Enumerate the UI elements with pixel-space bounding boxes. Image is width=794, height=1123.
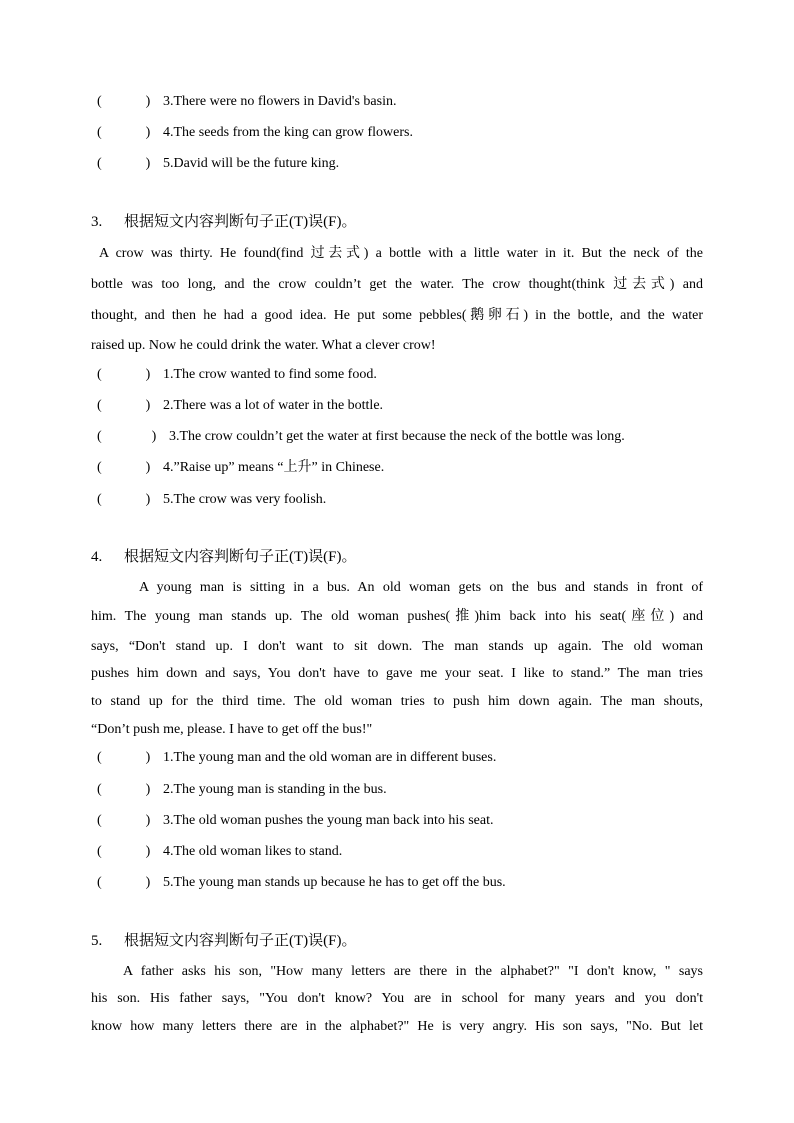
question-text: 5.David will be the future king.	[163, 156, 340, 171]
question-text: 4.The old woman likes to stand.	[163, 844, 343, 859]
section-title: 根据短文内容判断句子正(T)误(F)。	[124, 549, 357, 565]
answer-blank[interactable]: ( )	[97, 367, 151, 382]
question-s2-3	[97, 93, 396, 111]
passage-line: says, “Don't stand up. I don't want to sit down. The man stands up again. The old woman	[91, 639, 703, 654]
question-s3-5	[97, 491, 326, 509]
question-s4-3	[97, 812, 494, 830]
question-s2-4	[97, 124, 413, 142]
question-text: 2.The young man is standing in the bus.	[163, 782, 387, 797]
section-title: 根据短文内容判断句子正(T)误(F)。	[124, 214, 357, 230]
question-text: 5.The crow was very foolish.	[163, 492, 327, 507]
passage-line: bottle was too long, and the crow couldn’t get the water. The crow thought(think 过去式) and	[91, 277, 703, 292]
question-text: 4.The seeds from the king can grow flowers.	[163, 125, 413, 140]
answer-blank[interactable]: ( )	[97, 429, 157, 444]
passage-line: A young man is sitting in a bus. An old woman gets on the bus and stands in front of	[139, 580, 703, 595]
section-title: 根据短文内容判断句子正(T)误(F)。	[124, 933, 357, 949]
answer-blank[interactable]: ( )	[97, 94, 151, 109]
section-4-heading	[91, 547, 357, 567]
answer-blank[interactable]: ( )	[97, 813, 151, 828]
answer-blank[interactable]: ( )	[97, 460, 151, 475]
answer-blank[interactable]: ( )	[97, 875, 151, 890]
question-s4-5	[97, 874, 506, 892]
answer-blank[interactable]: ( )	[97, 782, 151, 797]
question-text: 1.The young man and the old woman are in different buses.	[163, 750, 497, 765]
passage-line: pushes him down and says, You don't have to gave me your seat. I like to stand.” The man tries	[91, 666, 703, 681]
question-s4-2	[97, 781, 387, 799]
answer-blank[interactable]: ( )	[97, 125, 151, 140]
passage-line: him. The young man stands up. The old woman pushes(推)him back into his seat(座位) and	[91, 609, 703, 624]
question-text: 3.There were no flowers in David's basin.	[163, 94, 397, 109]
question-s3-1	[97, 366, 377, 384]
section-number: 4.	[91, 549, 103, 565]
question-text: 1.The crow wanted to find some food.	[163, 367, 377, 382]
question-text: 4.”Raise up” means “上升” in Chinese.	[163, 460, 385, 475]
section-5-heading	[91, 931, 357, 951]
answer-blank[interactable]: ( )	[97, 750, 151, 765]
question-s4-4	[97, 843, 342, 861]
section-number: 5.	[91, 933, 103, 949]
question-s4-1	[97, 749, 496, 767]
question-s3-4	[97, 459, 384, 477]
answer-blank[interactable]: ( )	[97, 156, 151, 171]
answer-blank[interactable]: ( )	[97, 492, 151, 507]
passage-line: “Don’t push me, please. I have to get off the bus!"	[91, 722, 373, 737]
question-text: 3.The old woman pushes the young man back into his seat.	[163, 813, 494, 828]
passage-line: know how many letters there are in the alphabet?" He is very angry. His son says, "No. But let	[91, 1019, 703, 1034]
passage-line: his son. His father says, "You don't know? You are in school for many years and you don't	[91, 991, 703, 1006]
question-text: 5.The young man stands up because he has to get off the bus.	[163, 875, 506, 890]
question-s2-5	[97, 155, 339, 173]
section-3-heading	[91, 212, 357, 232]
question-text: 3.The crow couldn’t get the water at first because the neck of the bottle was long.	[169, 429, 625, 444]
question-s3-2	[97, 397, 383, 415]
passage-line: thought, and then he had a good idea. He put some pebbles(鹅卵石) in the bottle, and the water	[91, 308, 703, 323]
passage-line: A crow was thirty. He found(find 过去式) a bottle with a little water in it. But the neck of the	[99, 246, 703, 261]
passage-line: to stand up for the third time. The old woman tries to push him down again. The man shouts,	[91, 694, 703, 709]
passage-line: A father asks his son, "How many letters are there in the alphabet?" "I don't know, " says	[123, 964, 703, 979]
question-s3-3	[97, 428, 625, 446]
answer-blank[interactable]: ( )	[97, 398, 151, 413]
question-text: 2.There was a lot of water in the bottle.	[163, 398, 384, 413]
section-number: 3.	[91, 214, 103, 230]
passage-line: raised up. Now he could drink the water. What a clever crow!	[91, 338, 436, 353]
answer-blank[interactable]: ( )	[97, 844, 151, 859]
